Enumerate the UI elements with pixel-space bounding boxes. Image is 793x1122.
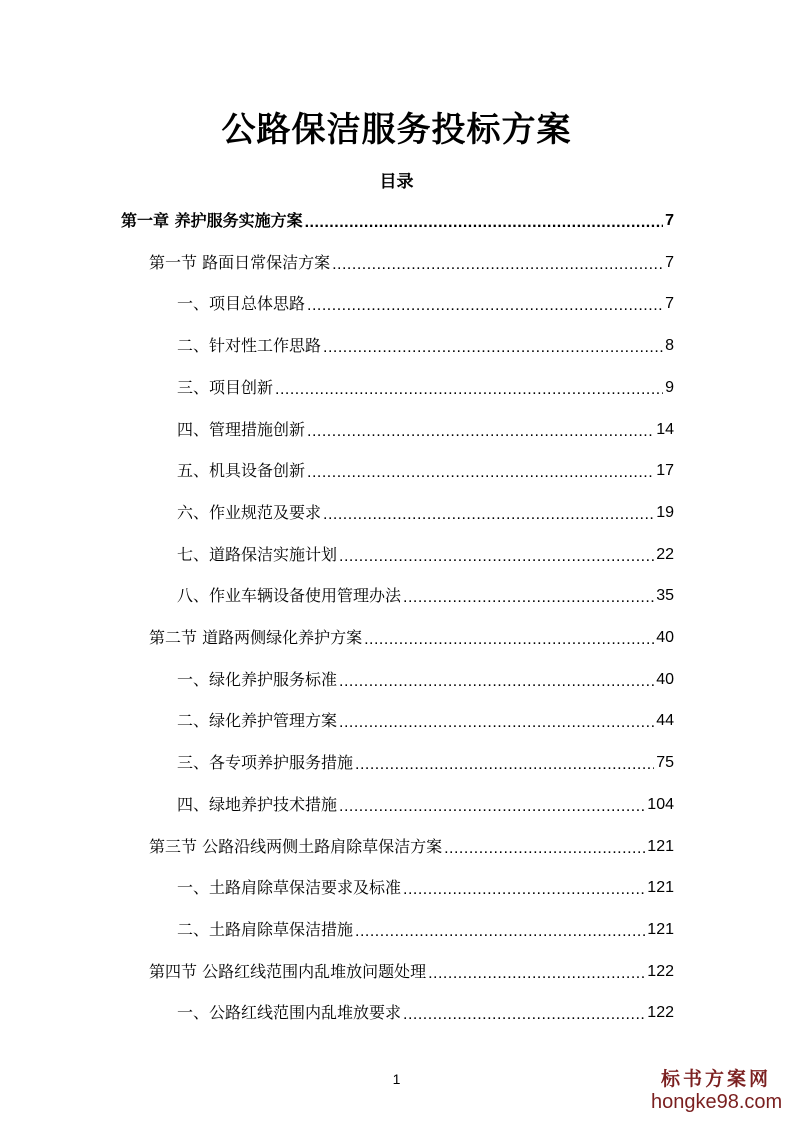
toc-entry-label: 二、土路肩除草保洁措施	[177, 920, 354, 939]
toc-entry-label: 六、作业规范及要求	[177, 503, 322, 522]
toc-entry-page: 75	[656, 754, 674, 771]
toc-entry-page: 9	[665, 379, 674, 396]
toc-entry-item[interactable]	[177, 667, 674, 691]
toc-entry-label: 八、作业车辆设备使用管理办法	[177, 586, 402, 605]
toc-dot-leader	[332, 256, 663, 274]
document-title: 公路保洁服务投标方案	[221, 110, 572, 150]
toc-entry-page: 7	[665, 254, 674, 271]
toc-entry-item[interactable]	[177, 708, 674, 732]
toc-entry-label: 一、绿化养护服务标准	[177, 670, 338, 689]
toc-entry-label: 二、绿化养护管理方案	[177, 711, 338, 730]
toc-entry-item[interactable]	[177, 333, 674, 357]
toc-dot-leader	[428, 965, 645, 983]
toc-entry-page: 44	[656, 712, 674, 729]
toc-entry-item[interactable]	[177, 1000, 674, 1024]
toc-entry-page: 22	[656, 546, 674, 563]
toc-entry-section[interactable]	[149, 959, 674, 983]
toc-entry-item[interactable]	[177, 500, 674, 524]
toc-entry-label: 第一节 路面日常保洁方案	[149, 253, 331, 272]
toc-entry-item[interactable]	[177, 291, 674, 315]
toc-entry-page: 122	[647, 963, 674, 980]
toc-entry-item[interactable]	[177, 417, 674, 441]
toc-dot-leader	[403, 589, 654, 607]
toc-dot-leader	[355, 756, 654, 774]
toc-dot-leader	[339, 714, 654, 732]
toc-entry-page: 8	[665, 337, 674, 354]
toc-entry-label: 七、道路保洁实施计划	[177, 545, 338, 564]
toc-entry-page: 122	[647, 1004, 674, 1021]
toc-entry-label: 四、管理措施创新	[177, 420, 306, 439]
toc-entry-label: 四、绿地养护技术措施	[177, 795, 338, 814]
toc-entry-item[interactable]	[177, 875, 674, 899]
toc-dot-leader	[323, 506, 654, 524]
toc-dot-leader	[307, 423, 654, 441]
toc-entry-page: 40	[656, 629, 674, 646]
toc-entry-item[interactable]	[177, 917, 674, 941]
toc-entry-page: 121	[647, 921, 674, 938]
toc-entry-page: 121	[647, 879, 674, 896]
watermark-logo	[651, 1068, 781, 1114]
toc-entry-label: 第三节 公路沿线两侧土路肩除草保洁方案	[149, 837, 443, 856]
toc-dot-leader	[339, 548, 654, 566]
toc-entry-page: 14	[656, 421, 674, 438]
toc-dot-leader	[307, 297, 663, 315]
toc-entry-item[interactable]	[177, 542, 674, 566]
toc-entry-page: 17	[656, 462, 674, 479]
toc-entry-label: 二、针对性工作思路	[177, 336, 322, 355]
toc-dot-leader	[305, 214, 664, 232]
toc-dot-leader	[339, 798, 645, 816]
toc-entry-label: 第一章 养护服务实施方案	[121, 211, 303, 230]
page-number: 1	[392, 1071, 401, 1087]
toc-entry-label: 三、各专项养护服务措施	[177, 753, 354, 772]
toc-entry-label: 三、项目创新	[177, 378, 274, 397]
toc-entry-label: 第二节 道路两侧绿化养护方案	[149, 628, 363, 647]
toc-entry-label: 五、机具设备创新	[177, 461, 306, 480]
toc-dot-leader	[323, 339, 663, 357]
toc-entry-item[interactable]	[177, 375, 674, 399]
toc-entry-page: 40	[656, 671, 674, 688]
toc-heading: 目录	[379, 172, 414, 192]
toc-entry-item[interactable]	[177, 458, 674, 482]
toc-entry-item[interactable]	[177, 792, 674, 816]
toc-dot-leader	[307, 464, 654, 482]
toc-dot-leader	[339, 673, 654, 691]
toc-entry-page: 104	[647, 796, 674, 813]
toc-entry-label: 一、公路红线范围内乱堆放要求	[177, 1003, 402, 1022]
toc-entry-section[interactable]	[149, 250, 674, 274]
toc-dot-leader	[275, 381, 663, 399]
toc-entry-page: 35	[656, 587, 674, 604]
toc-entry-chapter[interactable]	[121, 208, 674, 232]
toc-entry-item[interactable]	[177, 583, 674, 607]
toc-entry-label: 一、土路肩除草保洁要求及标准	[177, 878, 402, 897]
toc-dot-leader	[444, 840, 645, 858]
toc-entry-page: 121	[647, 838, 674, 855]
toc-entry-section[interactable]	[149, 625, 674, 649]
toc-dot-leader	[364, 631, 654, 649]
toc-entry-item[interactable]	[177, 750, 674, 774]
toc-entry-section[interactable]	[149, 834, 674, 858]
watermark-url: hongke98.com	[651, 1091, 783, 1113]
toc-entry-label: 一、项目总体思路	[177, 294, 306, 313]
watermark-brand: 标书方案网	[660, 1068, 771, 1090]
toc-entry-page: 7	[665, 295, 674, 312]
toc-entry-label: 第四节 公路红线范围内乱堆放问题处理	[149, 962, 427, 981]
toc-dot-leader	[403, 881, 645, 899]
toc-dot-leader	[403, 1006, 645, 1024]
toc-entry-page: 19	[656, 504, 674, 521]
toc-entry-page: 7	[665, 212, 674, 229]
toc-dot-leader	[355, 923, 645, 941]
